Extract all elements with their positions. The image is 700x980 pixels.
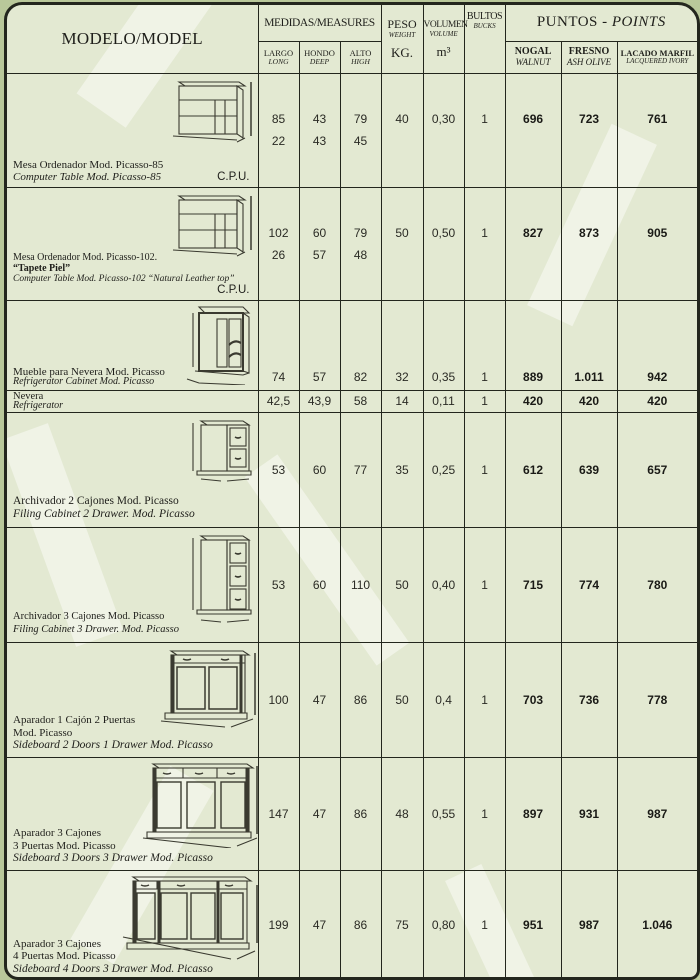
price-table	[7, 5, 697, 979]
model-name-es: Aparador 3 Cajones	[13, 937, 101, 950]
header-largo: LARGO LONG	[258, 41, 299, 73]
largo-value: 199	[258, 870, 299, 979]
computer-table-icon	[167, 78, 255, 148]
table-row	[7, 390, 697, 412]
model-name-en: Filing Cabinet 2 Drawer. Mod. Picasso	[13, 507, 195, 520]
points-nogal: 612	[505, 412, 561, 527]
hondo-value: 43,9	[299, 390, 340, 412]
model-name-es: Mueble para Nevera Mod. Picasso	[13, 365, 165, 378]
table-row	[7, 412, 697, 527]
model-name-es: Nevera	[13, 390, 44, 402]
volumen-value: 0,30	[431, 112, 456, 126]
alto-value: 86	[340, 642, 381, 757]
bultos-value: 1	[464, 390, 505, 412]
model-name-en: Sideboard 4 Doors 3 Drawer Mod. Picasso	[13, 962, 213, 975]
points-fresno: 987	[561, 870, 617, 979]
model-name-en: Sideboard 2 Doors 1 Drawer Mod. Picasso	[13, 739, 213, 751]
bultos-value: 1	[481, 369, 488, 384]
alto-value: 86	[340, 870, 381, 979]
points-fresno: 1.011	[574, 369, 604, 384]
largo-value: 85	[271, 112, 286, 126]
peso-value: 14	[381, 390, 423, 412]
peso-value: 50	[381, 527, 423, 642]
hondo-value: 47	[299, 757, 340, 870]
model-cell	[7, 642, 258, 757]
alto-value: 79	[353, 112, 368, 126]
points-fresno: 639	[561, 412, 617, 527]
points-lacado: 942	[647, 369, 668, 384]
alto-value: 79	[353, 225, 368, 240]
peso-value: 40	[395, 112, 409, 126]
table-row	[7, 527, 697, 642]
hondo-value: 47	[299, 870, 340, 979]
alto-value: 82	[353, 369, 368, 384]
model-name-en: Filing Cabinet 3 Drawer. Mod. Picasso	[13, 623, 179, 635]
model-cell	[7, 73, 258, 187]
model-name-en: Computer Table Mod. Picasso-102 “Natural Leather top”	[13, 273, 235, 284]
volumen-value: 0,55	[423, 757, 464, 870]
header-measures: MEDIDAS/MEASURES	[258, 5, 381, 41]
peso-value: 50	[381, 642, 423, 757]
model-cell	[7, 390, 258, 412]
largo-value: 102	[268, 225, 289, 240]
alto-value: 58	[340, 390, 381, 412]
cpu-largo-value: 22	[271, 134, 286, 148]
volumen-value: 0,35	[431, 369, 456, 384]
bultos-value: 1	[464, 527, 505, 642]
peso-value: 75	[381, 870, 423, 979]
model-cell	[7, 187, 258, 300]
table-row	[7, 642, 697, 757]
hondo-value: 60	[299, 527, 340, 642]
volumen-value: 0,40	[423, 527, 464, 642]
points-fresno: 931	[561, 757, 617, 870]
cpu-label: C.P.U.	[217, 283, 250, 296]
points-nogal: 827	[523, 225, 544, 240]
header-points: PUNTOS - POINTS	[505, 5, 697, 41]
model-name-en: Computer Table Mod. Picasso-85	[13, 170, 162, 183]
peso-value: 48	[381, 757, 423, 870]
points-lacado: 420	[617, 390, 697, 412]
hondo-value: 60	[312, 225, 327, 240]
hondo-value: 57	[312, 369, 327, 384]
table-row	[7, 300, 697, 390]
alto-value: 86	[340, 757, 381, 870]
bultos-value: 1	[481, 112, 488, 126]
hondo-value: 47	[299, 642, 340, 757]
model-name-es: Mesa Ordenador Mod. Picasso-85	[13, 158, 164, 171]
points-nogal: 889	[523, 369, 544, 384]
cpu-hondo-value: 43	[312, 134, 327, 148]
header-alto: ALTO HIGH	[340, 41, 381, 73]
points-lacado: 657	[617, 412, 697, 527]
peso-value: 35	[381, 412, 423, 527]
points-nogal: 715	[505, 527, 561, 642]
largo-value: 53	[258, 412, 299, 527]
model-name-es: Aparador 3 Cajones	[13, 827, 101, 839]
model-name-es-2: 3 Puertas Mod. Picasso	[13, 839, 116, 852]
model-cell	[7, 412, 258, 527]
points-fresno: 774	[561, 527, 617, 642]
points-fresno: 736	[561, 642, 617, 757]
model-cell	[7, 757, 258, 870]
largo-value: 42,5	[258, 390, 299, 412]
model-name-en: Refrigerator Cabinet Mod. Picasso	[13, 376, 155, 387]
model-name-es: Archivador 3 Cajones Mod. Picasso	[13, 610, 165, 622]
hondo-value: 43	[312, 112, 327, 126]
largo-value: 100	[258, 642, 299, 757]
cpu-hondo-value: 57	[312, 247, 327, 262]
bultos-value: 1	[464, 870, 505, 979]
header-lacado: LACADO MARFIL LACQUERED IVORY	[617, 41, 697, 73]
alto-value: 77	[340, 412, 381, 527]
bultos-value: 1	[464, 757, 505, 870]
model-name-en: Sideboard 3 Doors 3 Drawer Mod. Picasso	[13, 852, 213, 864]
points-nogal: 897	[505, 757, 561, 870]
table-row	[7, 757, 697, 870]
volumen-value: 0,4	[423, 642, 464, 757]
volumen-value: 0,50	[431, 225, 456, 240]
header-hondo: HONDO DEEP	[299, 41, 340, 73]
header-bultos: BULTOS BUCKS	[464, 5, 505, 73]
points-lacado: 780	[617, 527, 697, 642]
model-name-es: Aparador 1 Cajón 2 Puertas	[13, 714, 136, 726]
model-name-es: Mesa Ordenador Mod. Picasso-102.	[13, 251, 158, 263]
filing-cabinet-2-icon	[187, 419, 259, 485]
points-nogal: 696	[523, 112, 544, 126]
points-nogal: 951	[505, 870, 561, 979]
points-nogal: 703	[505, 642, 561, 757]
header-volumen: VOLUMEN VOLUME m³	[423, 5, 464, 73]
model-cell	[7, 870, 258, 979]
table-row	[7, 73, 697, 187]
model-name-es: Archivador 2 Cajones Mod. Picasso	[13, 494, 179, 507]
cpu-alto-value: 48	[353, 247, 368, 262]
points-fresno: 723	[579, 112, 600, 126]
points-lacado: 987	[617, 757, 697, 870]
points-lacado: 761	[647, 112, 668, 126]
header-fresno: FRESNO ASH OLIVE	[561, 41, 617, 73]
volumen-value: 0,11	[423, 390, 464, 412]
model-name-en: Refrigerator	[13, 400, 63, 411]
points-lacado: 1.046	[617, 870, 697, 979]
cpu-largo-value: 26	[271, 247, 286, 262]
model-name-es-2: Mod. Picasso	[13, 726, 73, 739]
header-peso: PESO WEIGHT KG.	[381, 5, 423, 73]
model-name-es-2: “Tapete Piel”	[13, 262, 71, 274]
table-row	[7, 870, 697, 979]
header-nogal: NOGAL WALNUT	[505, 41, 561, 73]
bultos-value: 1	[481, 225, 488, 240]
cpu-alto-value: 45	[353, 134, 368, 148]
largo-value: 147	[258, 757, 299, 870]
peso-value: 32	[395, 369, 409, 384]
hondo-value: 60	[299, 412, 340, 527]
volumen-value: 0,80	[423, 870, 464, 979]
points-lacado: 778	[617, 642, 697, 757]
header-model: MODELO/MODEL	[7, 5, 258, 73]
largo-value: 53	[258, 527, 299, 642]
price-sheet	[4, 2, 700, 980]
volumen-value: 0,25	[423, 412, 464, 527]
points-fresno: 420	[561, 390, 617, 412]
model-cell	[7, 527, 258, 642]
points-nogal: 420	[505, 390, 561, 412]
largo-value: 74	[271, 369, 286, 384]
table-row	[7, 187, 697, 300]
bultos-value: 1	[464, 412, 505, 527]
cpu-label: C.P.U.	[217, 170, 250, 183]
points-lacado: 905	[647, 225, 668, 240]
model-name-es-2: 4 Puertas Mod. Picasso	[13, 950, 116, 962]
alto-value: 110	[340, 527, 381, 642]
bultos-value: 1	[464, 642, 505, 757]
points-fresno: 873	[579, 225, 600, 240]
model-cell	[7, 300, 258, 390]
peso-value: 50	[395, 225, 409, 240]
